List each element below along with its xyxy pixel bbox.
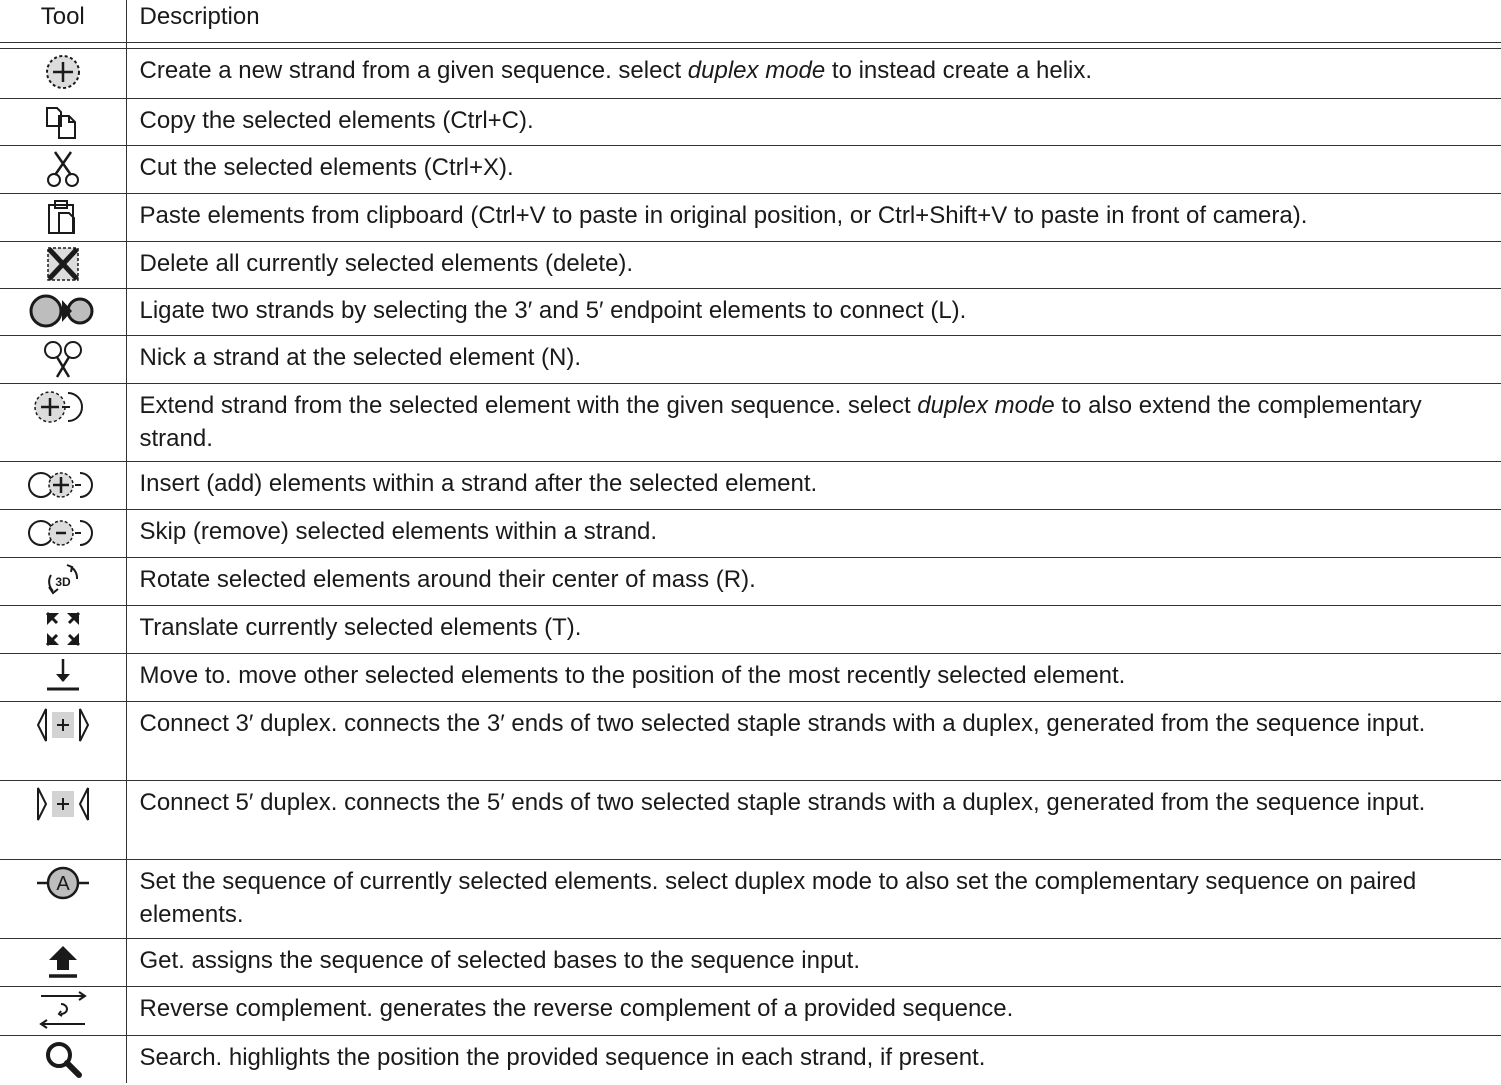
emphasis-text: duplex mode — [917, 392, 1055, 419]
table-row — [0, 860, 1501, 939]
set-sequence-icon-label: A — [56, 873, 70, 895]
description-text: Cut the selected elements (Ctrl+X). — [139, 154, 514, 181]
tool-description — [126, 49, 1501, 99]
get-sequence-icon — [0, 939, 126, 987]
reverse-complement-icon — [0, 987, 126, 1036]
description-column-header: Description — [126, 0, 1501, 43]
description-text: Paste elements from clipboard (Ctrl+V to paste in original position, or Ctrl+Shift+V to paste in front of camera). — [139, 202, 1308, 229]
tool-description — [126, 462, 1501, 510]
description-text: Reverse complement. generates the reverse complement of a provided sequence. — [139, 995, 1014, 1022]
connect-3-duplex-icon — [0, 702, 126, 781]
table-row — [0, 987, 1501, 1036]
table-row — [0, 289, 1501, 336]
tool-description — [126, 510, 1501, 558]
tool-description — [126, 194, 1501, 242]
tool-description — [126, 146, 1501, 194]
nick-icon — [0, 336, 126, 384]
tool-description — [126, 99, 1501, 146]
set-sequence-icon — [0, 860, 126, 939]
table-row — [0, 510, 1501, 558]
table-row — [0, 242, 1501, 289]
extend-icon — [0, 384, 126, 462]
description-text: Extend strand from the selected element with the given sequence. select — [139, 392, 918, 419]
table-row — [0, 99, 1501, 146]
description-text: Rotate selected elements around their center of mass (R). — [139, 566, 756, 593]
create-strand-icon — [0, 49, 126, 99]
tool-description — [126, 702, 1501, 781]
table-header — [0, 0, 1501, 43]
description-text: Translate currently selected elements (T). — [139, 614, 582, 641]
description-text: Skip (remove) selected elements within a strand. — [139, 518, 658, 545]
description-text: Set the sequence of currently selected elements. select duplex mode to also set the complementary sequence on paired elements. — [139, 868, 1417, 928]
tool-description — [126, 987, 1501, 1036]
tool-description — [126, 939, 1501, 987]
description-text: Connect 5′ duplex. connects the 5′ ends of two selected staple strands with a duplex, generated from the sequence input. — [139, 789, 1426, 816]
delete-icon — [0, 242, 126, 289]
table-row — [0, 939, 1501, 987]
table-row — [0, 558, 1501, 606]
description-text: Delete all currently selected elements (delete). — [139, 250, 634, 277]
table-row — [0, 781, 1501, 860]
table-row — [0, 336, 1501, 384]
tool-description — [126, 384, 1501, 462]
table-row — [0, 654, 1501, 702]
tool-description — [126, 1036, 1501, 1083]
tool-description — [126, 242, 1501, 289]
description-text: Copy the selected elements (Ctrl+C). — [139, 107, 534, 134]
table-row — [0, 49, 1501, 99]
table-row — [0, 384, 1501, 462]
description-text: Insert (add) elements within a strand after the selected element. — [139, 470, 818, 497]
description-text: Nick a strand at the selected element (N). — [139, 344, 582, 371]
table-row — [0, 462, 1501, 510]
insert-icon — [0, 462, 126, 510]
paste-icon — [0, 194, 126, 242]
description-text: Search. highlights the position the provided sequence in each strand, if present. — [139, 1044, 986, 1071]
description-text: Connect 3′ duplex. connects the 3′ ends of two selected staple strands with a duplex, generated from the sequence input. — [139, 710, 1426, 737]
tool-description — [126, 860, 1501, 939]
description-text: to also extend the complementary strand. — [139, 392, 1422, 452]
description-text: Create a new strand from a given sequence. select — [139, 57, 688, 84]
tool-description — [126, 781, 1501, 860]
connect-5-duplex-icon — [0, 781, 126, 860]
table-row — [0, 606, 1501, 654]
tool-description — [126, 558, 1501, 606]
tool-description — [126, 336, 1501, 384]
description-text: to instead create a helix. — [825, 57, 1093, 84]
skip-icon — [0, 510, 126, 558]
description-text: Get. assigns the sequence of selected bases to the sequence input. — [139, 947, 860, 974]
emphasis-text: duplex mode — [687, 57, 826, 84]
tool-description — [126, 654, 1501, 702]
tool-description — [126, 606, 1501, 654]
description-text: Ligate two strands by selecting the 3′ and 5′ endpoint elements to connect (L). — [139, 297, 967, 324]
table-row — [0, 702, 1501, 781]
search-icon — [0, 1036, 126, 1083]
tool-description — [126, 289, 1501, 336]
tool-column-header: Tool — [0, 0, 126, 43]
description-text: Move to. move other selected elements to the position of the most recently selected element. — [139, 662, 1126, 689]
table-row — [0, 194, 1501, 242]
ligate-icon — [0, 289, 126, 336]
rotate-icon — [0, 558, 126, 606]
move-to-icon — [0, 654, 126, 702]
copy-icon — [0, 99, 126, 146]
table-row — [0, 1036, 1501, 1083]
table-row — [0, 146, 1501, 194]
translate-icon — [0, 606, 126, 654]
cut-icon — [0, 146, 126, 194]
rotate-icon-label: 3D — [55, 575, 71, 589]
